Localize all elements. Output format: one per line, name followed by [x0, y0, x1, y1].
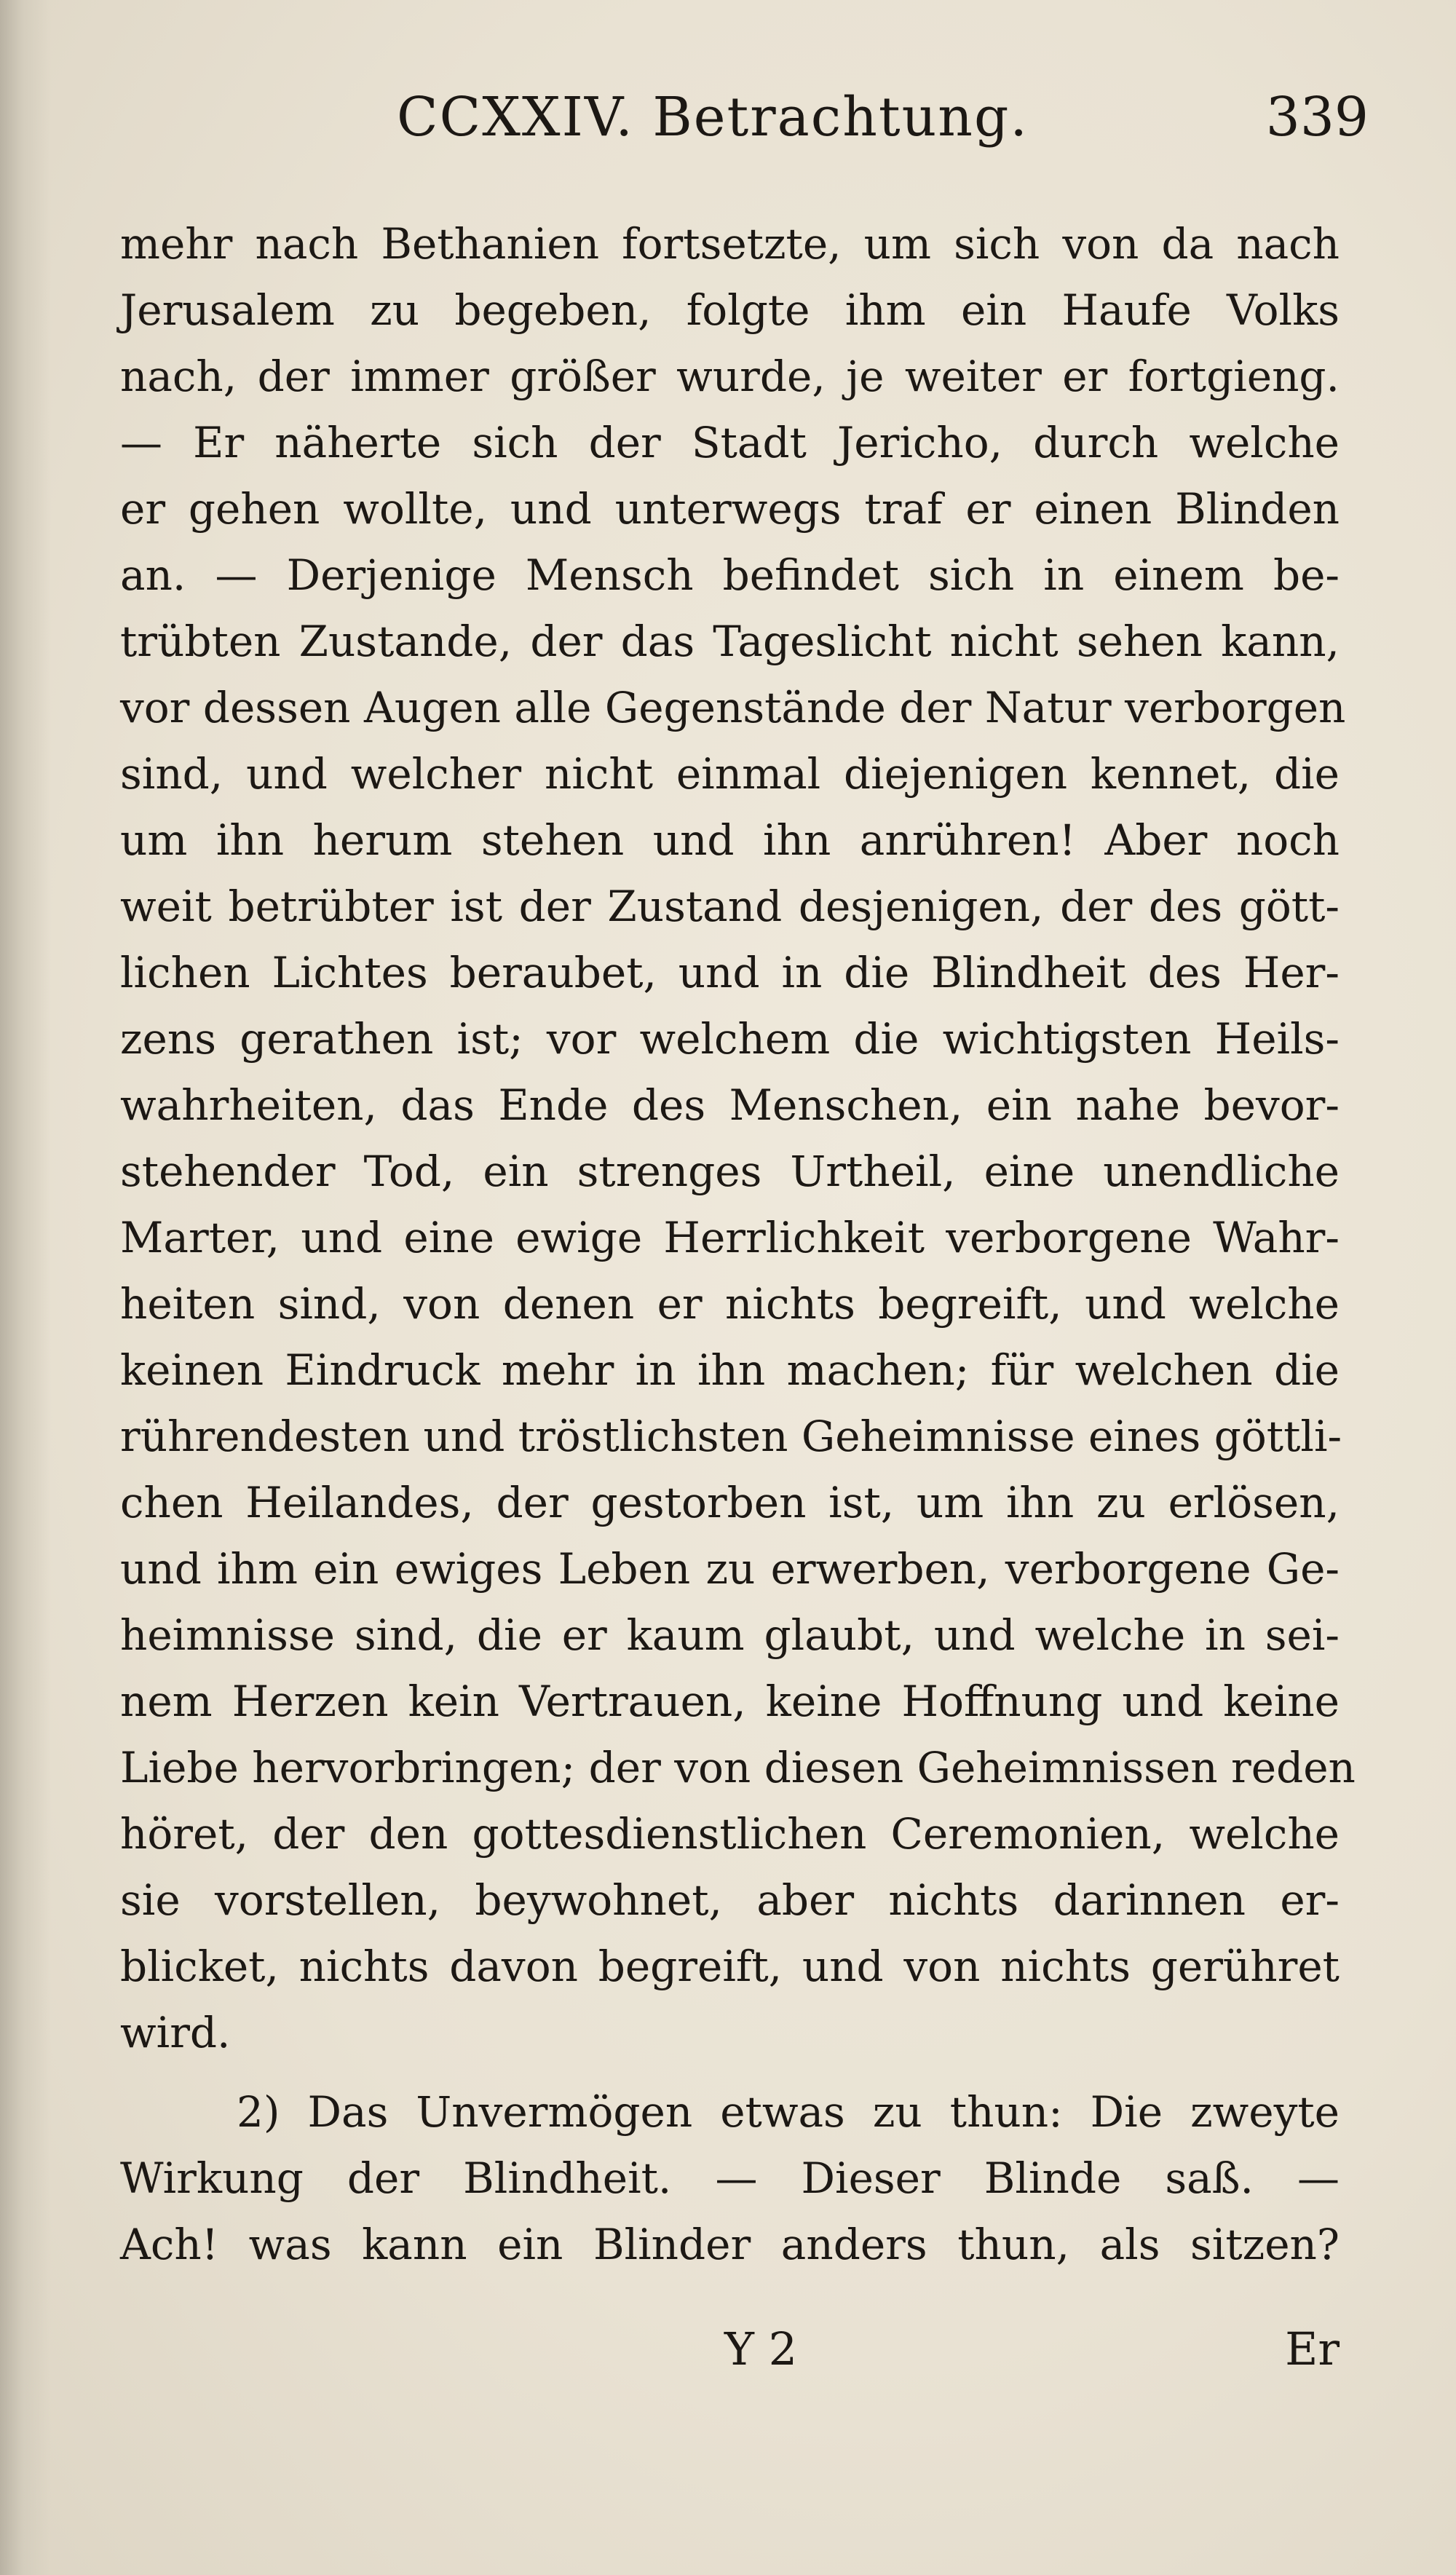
- text-line: Marter, und eine ewige Herrlichkeit verborgene Wahr-: [120, 1213, 1340, 1262]
- text-line: sind, und welcher nicht einmal diejenigen kennet, die: [120, 749, 1340, 799]
- text-line: wird.: [120, 2008, 231, 2057]
- paragraph-heading-line: 2) Das Unvermögen etwas zu thun: Die zweyte: [237, 2087, 1340, 2137]
- text-line: mehr nach Bethanien fortsetzte, um sich von da nach: [120, 219, 1340, 269]
- text-line: vor dessen Augen alle Gegenstände der Natur verborgen: [120, 683, 1346, 732]
- text-line: blicket, nichts davon begreift, und von nichts gerühret: [120, 1942, 1340, 1991]
- text-line: nach, der immer größer wurde, je weiter er fortgieng.: [120, 352, 1340, 401]
- chapter-title: CCXXIV. Betrachtung.: [397, 86, 1029, 149]
- page-footer: [120, 2322, 1340, 2395]
- catchword: Er: [1285, 2322, 1340, 2376]
- text-line: Jerusalem zu begeben, folgte ihm ein Haufe Volks: [120, 285, 1340, 335]
- text-line: Wirkung der Blindheit. — Dieser Blinde saß. —: [120, 2153, 1340, 2203]
- page-number: 339: [1265, 86, 1369, 149]
- text-line: um ihn herum stehen und ihn anrühren! Aber noch: [120, 815, 1340, 865]
- running-head: [397, 86, 1369, 166]
- text-line: trübten Zustande, der das Tageslicht nicht sehen kann,: [120, 617, 1340, 666]
- text-line: zens gerathen ist; vor welchem die wichtigsten Heils-: [120, 1014, 1340, 1064]
- text-line: lichen Lichtes beraubet, und in die Blindheit des Her-: [120, 948, 1340, 997]
- text-line: rührendesten und tröstlichsten Geheimnisse eines göttli-: [120, 1412, 1342, 1461]
- text-line: Ach! was kann ein Blinder anders thun, als sitzen?: [120, 2220, 1340, 2269]
- text-line: weit betrübter ist der Zustand desjenigen, der des gött-: [120, 882, 1340, 931]
- spine-shadow: [0, 0, 51, 2575]
- text-line: — Er näherte sich der Stadt Jericho, durch welche: [120, 418, 1340, 467]
- text-line: er gehen wollte, und unterwegs traf er einen Blinden: [120, 484, 1340, 534]
- signature-mark: Y 2: [724, 2322, 798, 2376]
- text-line: höret, der den gottesdienstlichen Ceremonien, welche: [120, 1809, 1340, 1859]
- text-line: keinen Eindruck mehr in ihn machen; für welchen die: [120, 1345, 1340, 1395]
- text-line: heiten sind, von denen er nichts begreift, und welche: [120, 1279, 1340, 1329]
- text-line: sie vorstellen, beywohnet, aber nichts darinnen er-: [120, 1875, 1340, 1925]
- body-text: [120, 211, 1356, 2278]
- text-line: an. — Derjenige Mensch befindet sich in einem be-: [120, 550, 1340, 600]
- text-line: heimnisse sind, die er kaum glaubt, und welche in sei-: [120, 1610, 1340, 1660]
- text-line: chen Heilandes, der gestorben ist, um ihn zu erlösen,: [120, 1478, 1340, 1527]
- text-line: und ihm ein ewiges Leben zu erwerben, verborgene Ge-: [120, 1544, 1340, 1594]
- text-line: stehender Tod, ein strenges Urtheil, eine unendliche: [120, 1147, 1340, 1196]
- text-line: nem Herzen kein Vertrauen, keine Hoffnung und keine: [120, 1677, 1340, 1726]
- paragraph-gap: [120, 2066, 1340, 2079]
- text-line: wahrheiten, das Ende des Menschen, ein nahe bevor-: [120, 1080, 1340, 1130]
- text-line: Liebe hervorbringen; der von diesen Geheimnissen reden: [120, 1743, 1356, 1792]
